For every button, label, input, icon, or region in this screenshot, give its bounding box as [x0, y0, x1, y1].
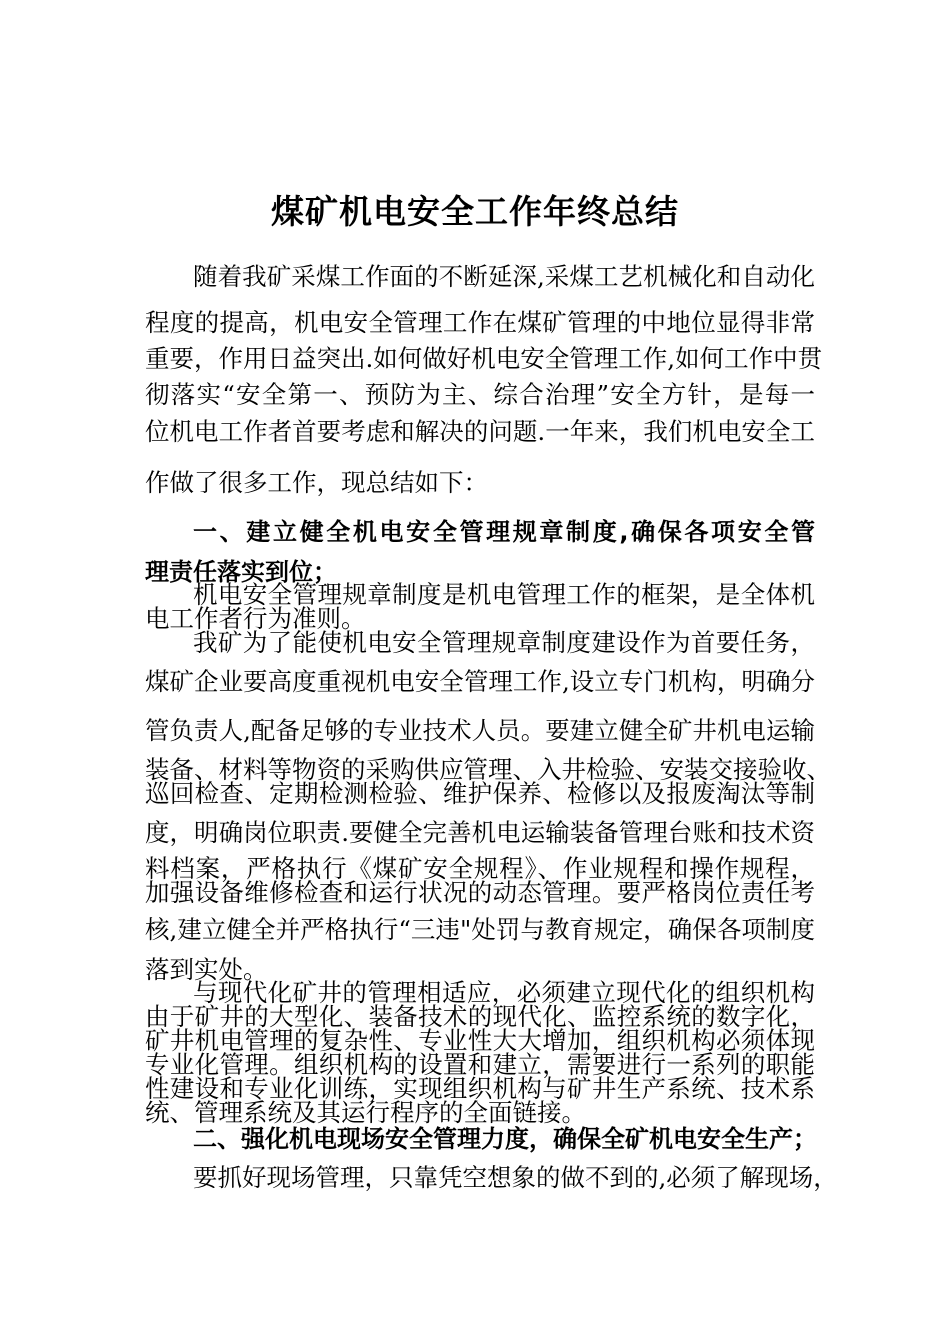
paragraph-line: 重要，作用日益突出.如何做好机电安全管理工作,如何工作中贯 — [145, 344, 823, 373]
paragraph-line: 料档案，严格执行《煤矿安全规程》、作业规程和操作规程， — [145, 854, 815, 883]
paragraph-line: 由于矿井的大型化、装备技术的现代化、监控系统的数字化， — [145, 1002, 815, 1031]
paragraph-line: 要抓好现场管理，只靠凭空想象的做不到的,必须了解现场， — [193, 1163, 838, 1192]
paragraph-line: 核,建立健全并严格执行“三违"处罚与教育规定，确保各项制度 — [145, 915, 815, 944]
paragraph-line: 性建设和专业化训练，实现组织机构与矿井生产系统、技术系 — [145, 1074, 815, 1103]
paragraph-line: 矿井机电管理的复杂性、专业性大大增加，组织机构必须体现 — [145, 1026, 815, 1055]
paragraph-line: 煤矿企业要高度重视机电安全管理工作,设立专门机构，明确分 — [145, 667, 815, 696]
section-heading-line: 二、强化机电现场安全管理力度，确保全矿机电安全生产； — [193, 1125, 817, 1153]
paragraph-line: 程度的提高，机电安全管理工作在煤矿管理的中地位显得非常 — [145, 308, 815, 337]
paragraph-line: 加强设备维修检查和运行状况的动态管理。要严格岗位责任考 — [145, 878, 815, 907]
section-heading-line: 一、建立健全机电安全管理规章制度,确保各项安全管 — [193, 518, 815, 546]
paragraph-line: 机电安全管理规章制度是机电管理工作的框架，是全体机 — [193, 580, 815, 609]
paragraph-line: 与现代化矿井的管理相适应，必须建立现代化的组织机构 — [193, 978, 815, 1007]
paragraph-line: 我矿为了能使机电安全管理规章制度建设作为首要任务， — [193, 628, 815, 657]
paragraph-line: 度，明确岗位职责.要健全完善机电运输装备管理台账和技术资 — [145, 818, 815, 847]
document-title: 煤矿机电安全工作年终总结 — [271, 192, 679, 231]
section-heading-line: 理责任落实到位； — [145, 558, 337, 586]
paragraph-line: 作做了很多工作，现总结如下： — [145, 468, 488, 497]
paragraph-line: 专业化管理。组织机构的设置和建立，需要进行一系列的职能 — [145, 1050, 815, 1079]
paragraph-line: 管负责人,配备足够的专业技术人员。要建立健全矿井机电运输 — [145, 716, 815, 745]
paragraph-line: 统、管理系统及其运行程序的全面链接。 — [145, 1098, 586, 1127]
paragraph-line: 电工作者行为准则。 — [145, 604, 366, 633]
paragraph-line: 巡回检查、定期检测检验、维护保养、检修以及报废淘汰等制 — [145, 779, 815, 808]
paragraph-line: 装备、材料等物资的采购供应管理、入井检验、安装交接验收、 — [145, 755, 831, 784]
paragraph-line: 落到实处。 — [145, 955, 268, 984]
paragraph-line: 随着我矿采煤工作面的不断延深,采煤工艺机械化和自动化 — [193, 262, 815, 291]
paragraph-line: 彻落实“安全第一、预防为主、综合治理”安全方针，是每一 — [145, 380, 815, 409]
paragraph-line: 位机电工作者首要考虑和解决的问题.一年来，我们机电安全工 — [145, 417, 815, 446]
